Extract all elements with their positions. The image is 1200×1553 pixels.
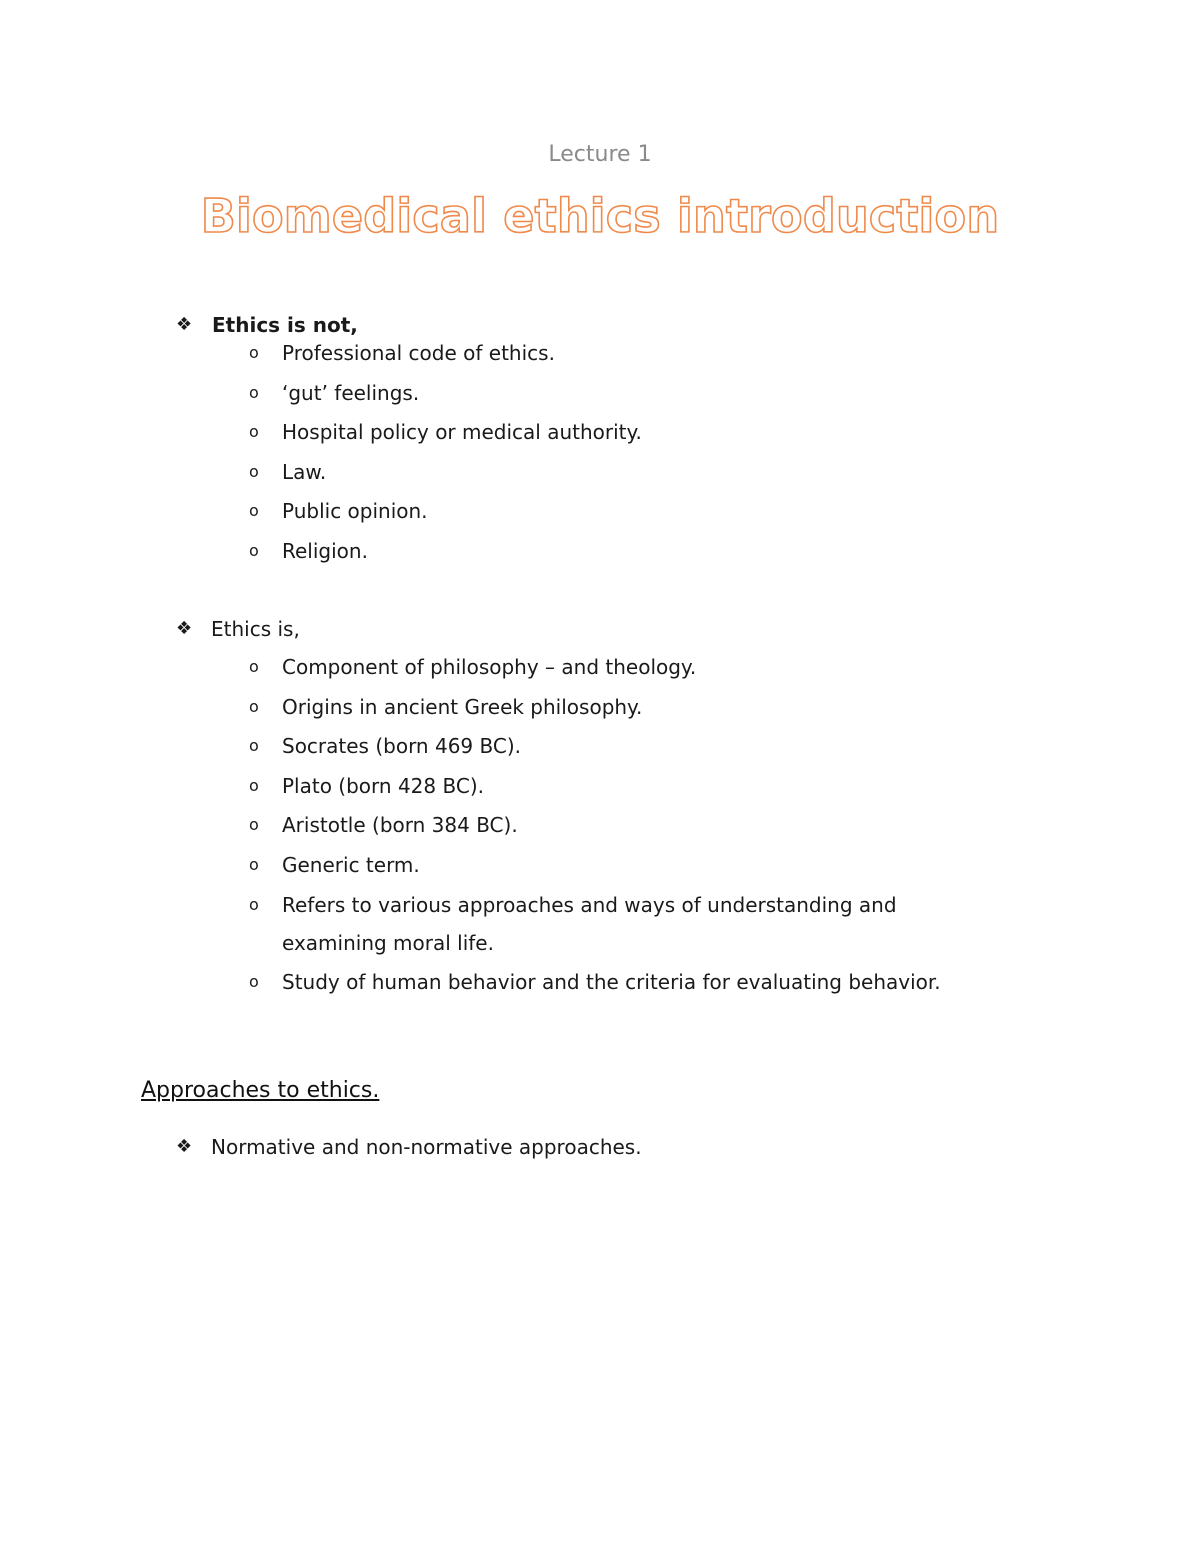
circle-bullet-icon: o — [249, 736, 259, 755]
list-item-text: Law. — [282, 460, 327, 484]
list-item-text: Generic term. — [282, 853, 420, 877]
circle-bullet-icon: o — [249, 462, 259, 481]
bullet-ethics-is-not — [0, 310, 1200, 340]
list-item-text: Hospital policy or medical authority. — [282, 420, 642, 444]
list-item-text: Refers to various approaches and ways of understanding and examining moral life. — [282, 893, 897, 955]
circle-bullet-icon: o — [249, 422, 259, 441]
bullet-label: Normative and non-normative approaches. — [211, 1135, 642, 1159]
circle-bullet-icon: o — [249, 501, 259, 520]
list-item-text: Component of philosophy – and theology. — [282, 655, 697, 679]
list-item-text: Plato (born 428 BC). — [282, 774, 484, 798]
diamond-bullet-icon: ❖ — [176, 618, 193, 639]
diamond-bullet-icon: ❖ — [176, 1136, 193, 1157]
bullet-label: Ethics is not, — [212, 313, 358, 337]
circle-bullet-icon: o — [249, 855, 259, 874]
bullet-normative — [0, 1132, 1200, 1162]
list-item-text: Origins in ancient Greek philosophy. — [282, 695, 643, 719]
list-item-text: Study of human behavior and the criteria for evaluating behavior. — [282, 970, 941, 994]
lecture-number: Lecture 1 — [548, 142, 652, 167]
page-title: Biomedical ethics introduction — [200, 189, 1000, 243]
bullet-ethics-is — [0, 614, 1200, 644]
circle-bullet-icon: o — [249, 972, 259, 991]
section-heading: Approaches to ethics. — [141, 1078, 380, 1103]
list-item-text: ‘gut’ feelings. — [282, 381, 420, 405]
list-item-text: Religion. — [282, 539, 368, 563]
circle-bullet-icon: o — [249, 895, 259, 914]
circle-bullet-icon: o — [249, 815, 259, 834]
circle-bullet-icon: o — [249, 343, 259, 362]
circle-bullet-icon: o — [249, 383, 259, 402]
circle-bullet-icon: o — [249, 697, 259, 716]
circle-bullet-icon: o — [249, 657, 259, 676]
list-item-text: Socrates (born 469 BC). — [282, 734, 521, 758]
circle-bullet-icon: o — [249, 541, 259, 560]
circle-bullet-icon: o — [249, 776, 259, 795]
diamond-bullet-icon: ❖ — [176, 314, 193, 335]
list-item-text: Aristotle (born 384 BC). — [282, 813, 518, 837]
list-item-text: Professional code of ethics. — [282, 341, 555, 365]
list-item-text: Public opinion. — [282, 499, 428, 523]
bullet-label: Ethics is, — [211, 617, 300, 641]
